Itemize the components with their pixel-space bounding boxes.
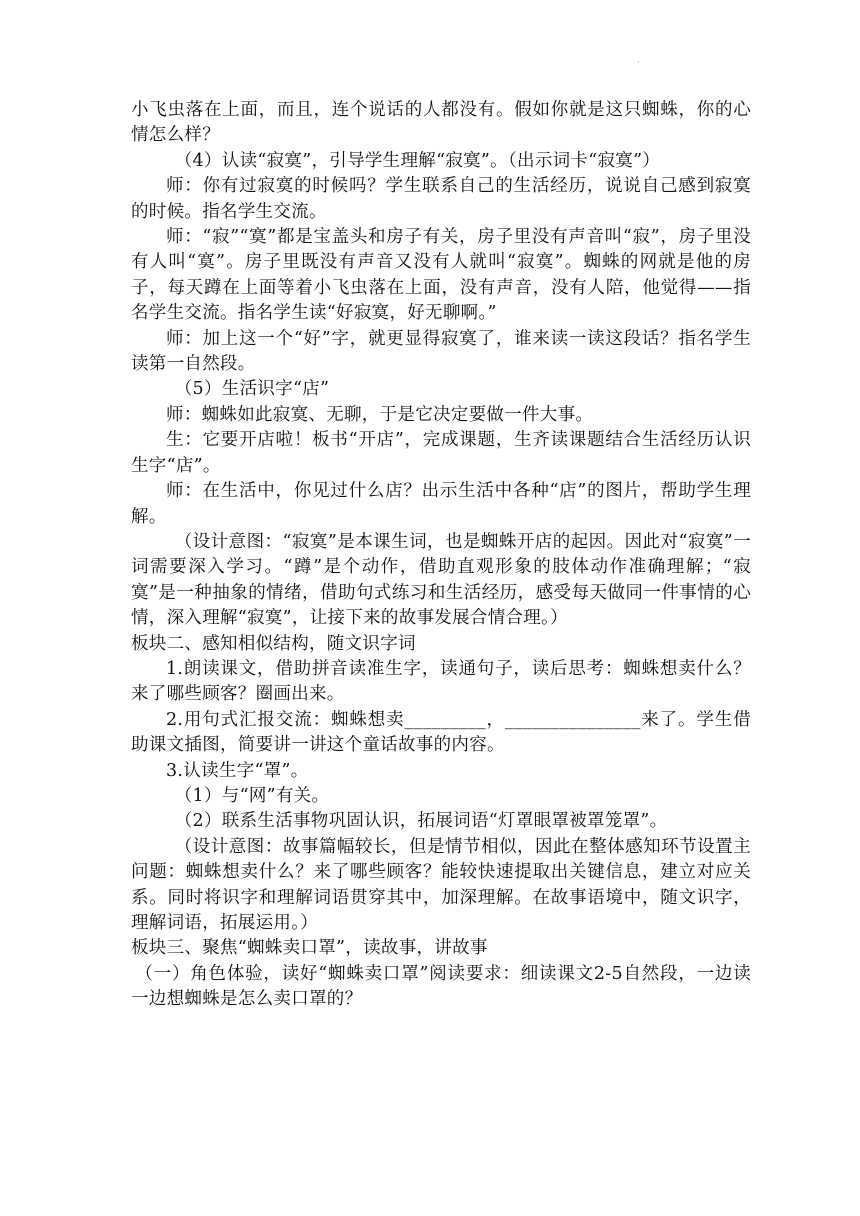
paragraph: 师：你有过寂寞的时候吗？学生联系自己的生活经历，说说自己感到寂寞的时候。指名学生交流。 <box>131 176 751 222</box>
paragraph: 师：蜘蛛如此寂寞、无聊，于是它决定要做一件大事。 <box>166 404 594 425</box>
paragraph: （4）认读“寂寞”，引导学生理解“寂寞”。（出示词卡“寂寞”） <box>174 150 661 171</box>
paragraph: （一）角色体验，读好“蜘蛛卖口罩”阅读要求：细读课文2-5自然段，一边读一边想蜘蛛是怎么卖口罩的？ <box>131 963 751 1010</box>
paragraph: （2）联系生活事物巩固认识，拓展词语“灯罩眼罩被罩笼罩”。 <box>174 811 668 832</box>
design-intent-note: （设计意图：“寂寞”是本课生词，也是蜘蛛开店的起因。因此对“寂寞”一词需要深入学习。“蹲”是个动作，借助直观形象的肢体动作准确理解；“寂寞”是一种抽象的情绪，借助句式练习和生活经历，感受每天做同一件事情的心情，深入理解“寂寞”，让接下来的故事发展合情合理。） <box>131 531 751 629</box>
paragraph: （5）生活识字“店” <box>174 379 330 400</box>
paragraph: （1）与“网”有关。 <box>174 785 330 806</box>
paragraph: 2.用句式汇报交流：蜘蛛想卖_________，_______________来了。学生借助课文插图，简要讲一讲这个童话故事的内容。 <box>131 709 751 756</box>
page-mark: · <box>637 58 640 67</box>
paragraph: 1.朗读课文，借助拼音读准生字，读通句子，读后思考：蜘蛛想卖什么？来了哪些顾客？圈画出来。 <box>131 658 751 705</box>
paragraph: 生：它要开店啦！板书“开店”，完成课题，生齐读课题结合生活经历认识生字“店”。 <box>131 430 751 476</box>
paragraph: 师：“寂”“寞”都是宝盖头和房子有关，房子里没有声音叫“寂”，房子里没有人叫“寞”。房子里既没有声音又没有人就叫“寂寞”。蜘蛛的网就是他的房子，每天蹲在上面等着小飞虫落在上面，没有声音，没有人陪，他觉得——指名学生交流。指名学生读“好寂寞，好无聊啊。” <box>131 227 751 324</box>
paragraph: 小飞虫落在上面，而且，连个说话的人都没有。假如你就是这只蜘蛛，你的心情怎么样？ <box>131 100 751 146</box>
paragraph: 师：加上这一个“好”字，就更显得寂寞了，谁来读一读这段话？指名学生读第一自然段。 <box>131 328 751 375</box>
design-intent-note: （设计意图：故事篇幅较长，但是情节相似，因此在整体感知环节设置主问题：蜘蛛想卖什么？来了哪些顾客？能较快速提取出关键信息，建立对应关系。同时将识字和理解词语贯穿其中，加深理解。在故事语境中，随文识字，理解词语，拓展运用。） <box>131 836 751 933</box>
section-heading: 板块二、感知相似结构，随文识字词 <box>131 633 416 654</box>
document-body <box>131 98 751 1013</box>
section-heading: 板块三、聚焦“蜘蛛卖口罩”，读故事，讲故事 <box>131 938 488 959</box>
paragraph: 3.认读生字“罩”。 <box>166 760 309 781</box>
paragraph: 师：在生活中，你见过什么店？出示生活中各种“店”的图片，帮助学生理解。 <box>131 481 751 527</box>
